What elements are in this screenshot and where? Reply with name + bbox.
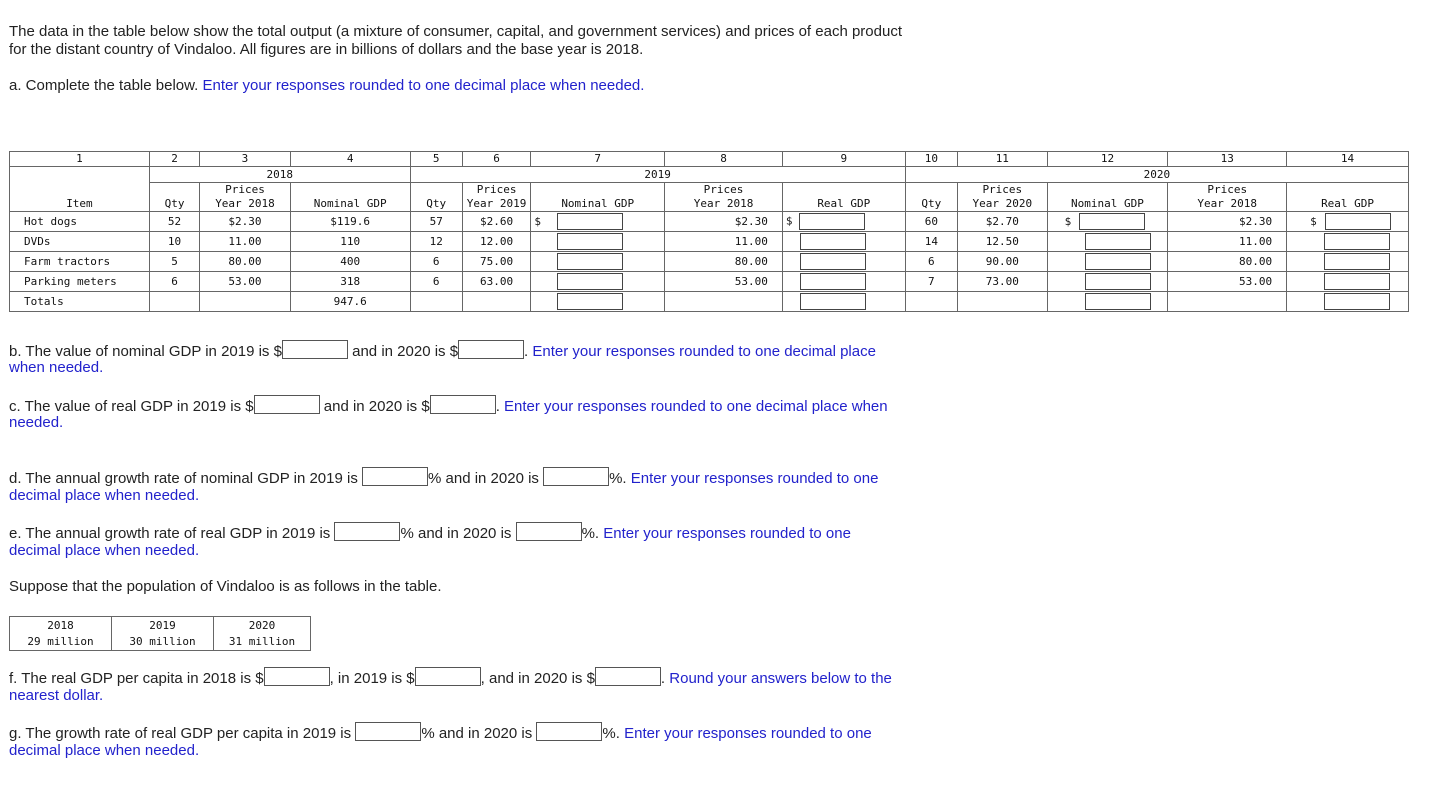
part-b-question: b. The value of nominal GDP in 2019 is $ and in 2020 is $ . Enter your responses rounded to one decimal place	[9, 340, 876, 361]
qty-2018: 10	[149, 232, 199, 252]
nominal-gdp-2019-cell	[531, 252, 665, 272]
base-price-2019: 11.00	[665, 232, 783, 252]
price-2020: 90.00	[958, 252, 1048, 272]
price-2019: 63.00	[462, 272, 530, 292]
gdp-table	[9, 151, 1409, 312]
population-year: 2018	[10, 617, 112, 634]
part-f-hint-1: Round your answers below to the	[669, 670, 892, 687]
header-item: Item	[10, 183, 150, 212]
header-prices-base-2020: Prices Year 2018	[1168, 183, 1287, 212]
dollar-sign: $	[534, 214, 541, 228]
part-c-text-2: and in 2020 is $	[323, 398, 430, 415]
item-name: Parking meters	[10, 272, 150, 292]
part-d-hint-1: Enter your responses rounded to one	[630, 470, 879, 487]
col-number: 14	[1287, 152, 1409, 167]
population-years-row	[10, 617, 311, 634]
header-prices-2020: Prices Year 2020	[958, 183, 1048, 212]
population-year: 2020	[214, 617, 311, 634]
part-f-text-2: , in 2019 is $	[329, 670, 415, 687]
year-row	[10, 167, 1409, 183]
intro-line-1: The data in the table below show the total output (a mixture of consumer, capital, and government services) and prices of each product	[9, 23, 902, 40]
population-value: 29 million	[10, 634, 112, 651]
year-2020-header: 2020	[905, 167, 1408, 183]
col-number: 3	[200, 152, 291, 167]
column-number-row	[10, 152, 1409, 167]
part-e-hint-1: Enter your responses rounded to one	[603, 525, 851, 542]
price-2020: 12.50	[958, 232, 1048, 252]
qty-2020: 60	[905, 212, 957, 232]
nominal-gdp-2019-answer-input[interactable]	[282, 340, 348, 359]
real-gdp-per-capita-2020-input[interactable]	[595, 667, 661, 686]
price-2020: $2.70	[958, 212, 1048, 232]
table-row	[10, 252, 1409, 272]
base-price-2020: 53.00	[1168, 272, 1287, 292]
part-e-text-2: % and in 2020 is	[400, 525, 512, 542]
header-nominal-gdp-2018: Nominal GDP	[290, 183, 410, 212]
real-gdp-2020-input-farm-tractors[interactable]	[1324, 253, 1390, 270]
real-gdp-per-capita-2018-input[interactable]	[264, 667, 330, 686]
base-price-2019: 53.00	[665, 272, 783, 292]
price-2018: 53.00	[200, 272, 291, 292]
col-number: 13	[1168, 152, 1287, 167]
price-2018: 11.00	[200, 232, 291, 252]
total-nominal-gdp-2020-input[interactable]	[1085, 293, 1151, 310]
nominal-growth-2020-input[interactable]	[543, 467, 609, 486]
qty-2018: 6	[149, 272, 199, 292]
qty-2020: 14	[905, 232, 957, 252]
part-g-text-2: % and in 2020 is	[421, 725, 533, 742]
nominal-gdp-2020-cell	[1047, 272, 1168, 292]
base-price-2019: $2.30	[665, 212, 783, 232]
part-f-hint-2: nearest dollar.	[9, 687, 104, 704]
qty-2020: 6	[905, 252, 957, 272]
nominal-gdp-2020-cell	[1047, 212, 1168, 232]
part-d-text-2: % and in 2020 is	[428, 470, 539, 487]
table-row	[10, 212, 1409, 232]
nominal-gdp-2020-input-dvds[interactable]	[1085, 233, 1151, 250]
col-number: 10	[905, 152, 957, 167]
col-number: 5	[410, 152, 462, 167]
qty-2020: 7	[905, 272, 957, 292]
nominal-gdp-2019-cell	[531, 232, 665, 252]
nominal-gdp-2018: $119.6	[290, 212, 410, 232]
nominal-gdp-2019-cell	[531, 272, 665, 292]
real-gdp-2019-cell	[782, 232, 905, 252]
part-d-question: d. The annual growth rate of nominal GDP in 2019 is % and in 2020 is %. Enter your responses rounded to one	[9, 467, 878, 488]
part-b-hint-2: when needed.	[9, 359, 104, 376]
year-2019-header: 2019	[410, 167, 905, 183]
part-b-text-1: b. The value of nominal GDP in 2019 is $	[9, 343, 282, 360]
dollar-sign: $	[785, 214, 793, 228]
base-price-2020: $2.30	[1168, 212, 1287, 232]
real-gdp-2019-cell	[782, 272, 905, 292]
total-real-gdp-2019-cell	[782, 292, 905, 312]
part-e-text-1: e. The annual growth rate of real GDP in 2019 is	[9, 525, 331, 542]
base-price-2019: 80.00	[665, 252, 783, 272]
real-gdp-2020-cell	[1287, 272, 1409, 292]
nominal-gdp-2020-cell	[1047, 232, 1168, 252]
base-price-2020: 11.00	[1168, 232, 1287, 252]
header-real-gdp-2020: Real GDP	[1287, 183, 1409, 212]
real-gdp-2020-cell	[1287, 212, 1409, 232]
nominal-gdp-2018: 318	[290, 272, 410, 292]
nominal-gdp-2019-cell	[531, 212, 665, 232]
col-number: 6	[462, 152, 530, 167]
part-b-hint-1: Enter your responses rounded to one decimal place	[532, 343, 876, 360]
nominal-gdp-2020-answer-input[interactable]	[458, 340, 524, 359]
header-nominal-gdp-2020: Nominal GDP	[1047, 183, 1168, 212]
part-b-text-2: and in 2020 is $	[352, 343, 459, 360]
nominal-gdp-2020-input-hot-dogs[interactable]	[1079, 213, 1145, 230]
real-gdp-2019-input-parking-meters[interactable]	[800, 273, 866, 290]
real-gdp-2020-cell	[1287, 252, 1409, 272]
real-gdp-per-capita-2019-input[interactable]	[415, 667, 481, 686]
per-capita-growth-2020-input[interactable]	[536, 722, 602, 741]
population-value: 30 million	[112, 634, 214, 651]
part-g-hint-1: Enter your responses rounded to one	[624, 725, 872, 742]
part-a-question	[9, 76, 644, 95]
qty-2018: 5	[149, 252, 199, 272]
part-c-question: c. The value of real GDP in 2019 is $ and in 2020 is $ . Enter your responses rounded to one decimal place when	[9, 395, 888, 416]
real-growth-2020-input[interactable]	[516, 522, 582, 541]
total-real-gdp-2020-input[interactable]	[1324, 293, 1390, 310]
real-gdp-2020-answer-input[interactable]	[430, 395, 496, 414]
year-2018-header: 2018	[149, 167, 410, 183]
header-prices-2018: Prices Year 2018	[200, 183, 291, 212]
col-number: 11	[958, 152, 1048, 167]
real-gdp-2019-answer-input[interactable]	[254, 395, 320, 414]
part-g-question: g. The growth rate of real GDP per capita in 2019 is % and in 2020 is %. Enter your responses rounded to one	[9, 722, 872, 743]
qty-2018: 52	[149, 212, 199, 232]
nominal-gdp-2020-input-farm-tractors[interactable]	[1085, 253, 1151, 270]
header-prices-base-2019: Prices Year 2018	[665, 183, 783, 212]
population-intro: Suppose that the population of Vindaloo is as follows in the table.	[9, 578, 442, 595]
total-nominal-gdp-2018: 947.6	[290, 292, 410, 312]
nominal-gdp-2019-input-hot-dogs[interactable]	[557, 213, 623, 230]
part-a-label: a. Complete the table below.	[9, 77, 199, 94]
part-f-text-3: , and in 2020 is $	[480, 670, 595, 687]
part-e-question: e. The annual growth rate of real GDP in 2019 is % and in 2020 is %. Enter your responses rounded to one	[9, 522, 851, 543]
total-nominal-gdp-2019-cell	[531, 292, 665, 312]
item-name: Farm tractors	[10, 252, 150, 272]
dollar-sign: $	[1310, 214, 1317, 228]
nominal-gdp-2020-cell	[1047, 252, 1168, 272]
header-real-gdp-2019: Real GDP	[782, 183, 905, 212]
col-number: 2	[149, 152, 199, 167]
part-c-hint-1: Enter your responses rounded to one decimal place when	[504, 398, 888, 415]
total-real-gdp-2019-input[interactable]	[800, 293, 866, 310]
col-number: 7	[531, 152, 665, 167]
part-g-hint-2: decimal place when needed.	[9, 742, 200, 759]
nominal-growth-2019-input[interactable]	[362, 467, 428, 486]
header-qty-2019: Qty	[410, 183, 462, 212]
real-gdp-2019-input-hot-dogs[interactable]	[799, 213, 865, 230]
real-gdp-2020-cell	[1287, 232, 1409, 252]
price-2019: $2.60	[462, 212, 530, 232]
total-nominal-gdp-2020-cell	[1047, 292, 1168, 312]
totals-row	[10, 292, 1409, 312]
price-2019: 75.00	[462, 252, 530, 272]
part-e-hint-2: decimal place when needed.	[9, 542, 200, 559]
price-2019: 12.00	[462, 232, 530, 252]
header-nominal-gdp-2019: Nominal GDP	[531, 183, 665, 212]
real-growth-2019-input[interactable]	[334, 522, 400, 541]
table-row	[10, 232, 1409, 252]
table-row	[10, 272, 1409, 292]
header-qty-2018: Qty	[149, 183, 199, 212]
header-qty-2020: Qty	[905, 183, 957, 212]
nominal-gdp-2019-input-farm-tractors[interactable]	[557, 253, 623, 270]
item-name: DVDs	[10, 232, 150, 252]
nominal-gdp-2018: 110	[290, 232, 410, 252]
header-prices-2019: Prices Year 2019	[462, 183, 530, 212]
real-gdp-2019-cell	[782, 212, 905, 232]
nominal-gdp-2018: 400	[290, 252, 410, 272]
population-year: 2019	[112, 617, 214, 634]
totals-label: Totals	[10, 292, 150, 312]
price-2018: 80.00	[200, 252, 291, 272]
qty-2019: 12	[410, 232, 462, 252]
qty-2019: 57	[410, 212, 462, 232]
header-row	[10, 183, 1409, 212]
real-gdp-2019-input-farm-tractors[interactable]	[800, 253, 866, 270]
dollar-sign: $	[1064, 214, 1072, 228]
total-nominal-gdp-2019-input[interactable]	[557, 293, 623, 310]
part-f-question: f. The real GDP per capita in 2018 is $ , in 2019 is $ , and in 2020 is $ . Round your answers below to the	[9, 667, 892, 688]
part-g-text-1: g. The growth rate of real GDP per capita in 2019 is	[9, 725, 352, 742]
total-real-gdp-2020-cell	[1287, 292, 1409, 312]
col-number: 9	[782, 152, 905, 167]
part-c-hint-2: needed.	[9, 414, 64, 431]
population-values-row	[10, 634, 311, 651]
nominal-gdp-2019-input-dvds[interactable]	[557, 233, 623, 250]
part-d-hint-2: decimal place when needed.	[9, 487, 200, 504]
part-a-hint: Enter your responses rounded to one decimal place when needed.	[202, 77, 645, 94]
col-number: 12	[1047, 152, 1168, 167]
base-price-2020: 80.00	[1168, 252, 1287, 272]
col-number: 8	[665, 152, 783, 167]
col-number: 4	[290, 152, 410, 167]
qty-2019: 6	[410, 272, 462, 292]
real-gdp-2020-input-parking-meters[interactable]	[1324, 273, 1390, 290]
item-name: Hot dogs	[10, 212, 150, 232]
col-number: 1	[10, 152, 150, 167]
population-table	[9, 616, 311, 651]
nominal-gdp-2019-input-parking-meters[interactable]	[557, 273, 623, 290]
real-gdp-2020-input-hot-dogs[interactable]	[1325, 213, 1391, 230]
price-2018: $2.30	[200, 212, 291, 232]
real-gdp-2019-cell	[782, 252, 905, 272]
population-value: 31 million	[214, 634, 311, 651]
per-capita-growth-2019-input[interactable]	[355, 722, 421, 741]
qty-2019: 6	[410, 252, 462, 272]
intro-line-2: for the distant country of Vindaloo. All figures are in billions of dollars and the base year is 2018.	[9, 41, 644, 58]
part-c-text-1: c. The value of real GDP in 2019 is $	[9, 398, 254, 415]
real-gdp-2019-input-dvds[interactable]	[800, 233, 866, 250]
price-2020: 73.00	[958, 272, 1048, 292]
part-f-text-1: f. The real GDP per capita in 2018 is $	[9, 670, 264, 687]
part-d-text-1: d. The annual growth rate of nominal GDP in 2019 is	[9, 470, 358, 487]
real-gdp-2020-input-dvds[interactable]	[1324, 233, 1390, 250]
nominal-gdp-2020-input-parking-meters[interactable]	[1085, 273, 1151, 290]
